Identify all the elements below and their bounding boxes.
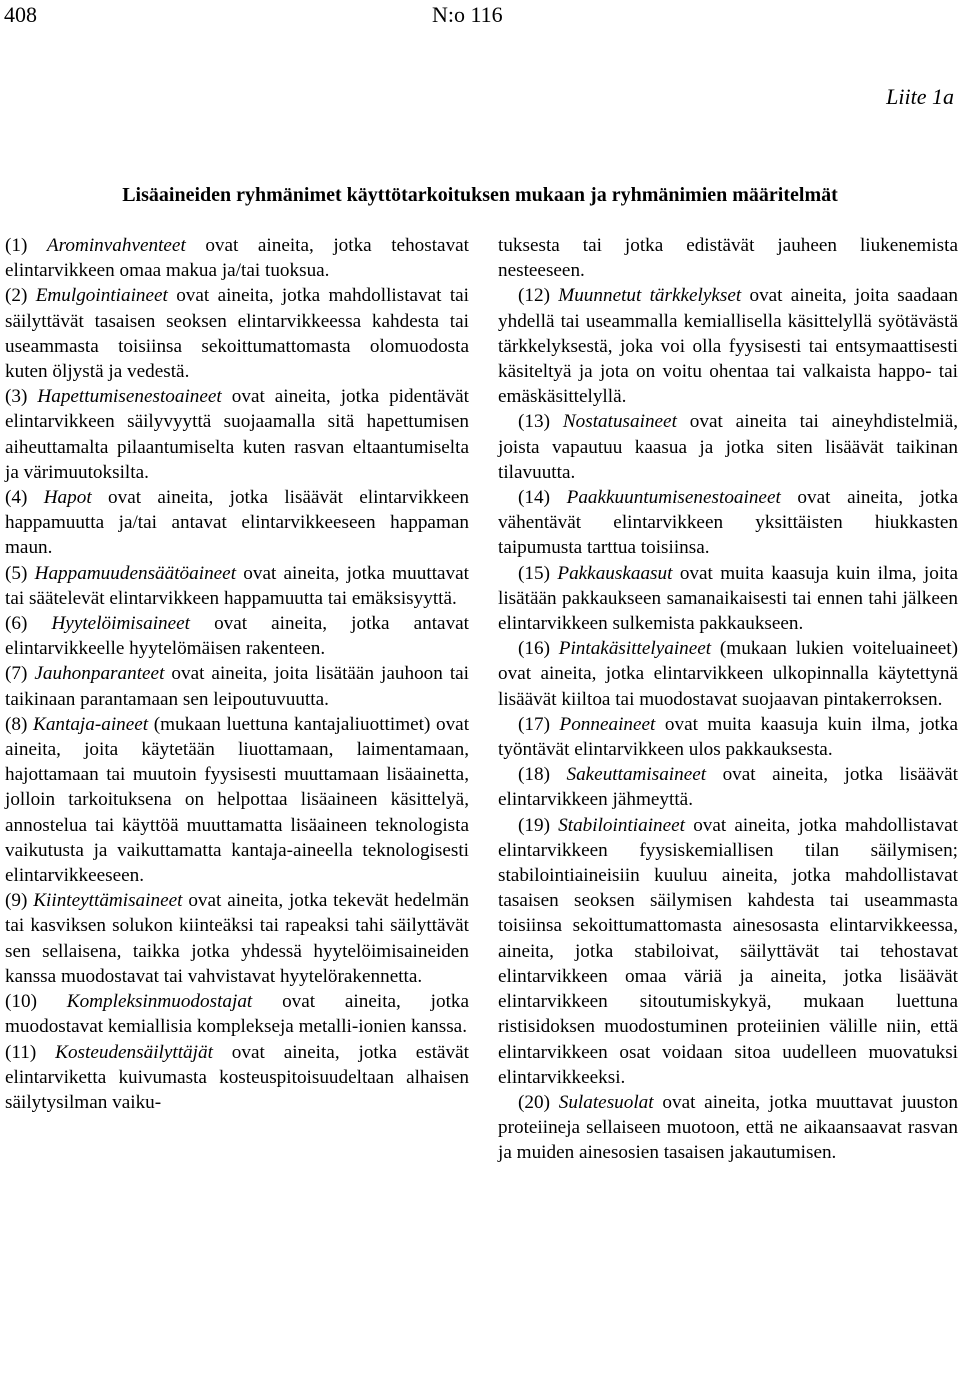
term-7: Jauhonparanteet (34, 663, 165, 685)
term-1: Arominvahventeet (46, 235, 186, 256)
definition-3: (3) Hapettumisenestoaineet ovat aineita, jotka pidentävät elintarvikkeen säilyvyyttä suojaamalla sitä hapettumisen aiheuttamalta pilaantumiselta kuten rasvan eltaantumiselta ja värimuutoksilta. (5, 386, 469, 483)
definition-13: (13) Nostatusaineet ovat aineita tai aineyhdistelmiä, joista vapautuu kaasua ja jotka siten lisäävät taikinan tilavuutta. (498, 411, 959, 483)
definition-2: (2) Emulgointiaineet ovat aineita, jotka mahdollistavat tai säilyttävät tasaisen seoksen elintarvikkeessa kahdesta tai useammasta toisiinsa sekoittumattomasta olomuodosta kuten öljystä ja vedestä. (5, 285, 469, 383)
term-4: Hapot (43, 487, 92, 509)
term-19: Stabilointiaineet (558, 814, 685, 836)
term-18: Sakeuttamisaineet (566, 764, 707, 786)
definition-8: (8) Kantaja-aineet (mukaan luettuna kantajaliuottimet) ovat aineita, joita käytetään liuottamaan, laimentamaan, hajottamaan tai muutoin fyysisesti muuttamaan lisäainetta, jolloin tarkoituksena on helpottaa lisäaineen käsittelyä, annostelua tai käyttöä muuttamatta lisäaineen teknologista vaikutusta ja vaikuttamatta kantaja-aineella teknologisesti elintarvikkeeseen. (5, 713, 470, 887)
definition-11-start: (11) Kosteudensäilyttäjät ovat aineita, jotka estävät elintarviketta kuivumasta kosteuspitoisuudeltaan alhaisen säilytysilman vaiku- (5, 1041, 470, 1113)
term-11: Kosteudensäilyttäjät (55, 1041, 213, 1063)
term-17: Ponneaineet (559, 713, 656, 735)
definition-15: (15) Pakkauskaasut ovat muita kaasuja kuin ilma, joita lisätään pakkaukseen samanaikaisesti tai ennen tahi jälkeen elintarvikkeen sulkemista pakkaukseen. (498, 562, 959, 635)
term-14: Paakkuuntumisenestoaineet (566, 487, 781, 509)
page-number: 408 (4, 2, 37, 27)
definition-11-end: tuksesta tai jotka edistävät jauheen liukenemista nesteeseen. (498, 235, 958, 282)
definition-5: (5) Happamuudensäätöaineet ovat aineita, jotka muuttavat tai säätelevät elintarvikkeen happamuutta tai emäksisyyttä. (5, 562, 469, 609)
term-6: Hyytelöimisaineet (51, 613, 190, 635)
term-13: Nostatusaineet (562, 411, 677, 433)
term-10: Kompleksinmuodostajat (66, 991, 253, 1013)
term-15: Pakkauskaasut (557, 562, 673, 584)
left-column (5, 233, 469, 1115)
term-12: Muunnetut tärkkelykset (558, 285, 742, 307)
definition-4: (4) Hapot ovat aineita, jotka lisäävät elintarvikkeen happamuutta ja/tai antavat elintarvikkeeseen happaman maun. (5, 487, 469, 559)
definition-9: (9) Kiinteyttämisaineet ovat aineita, jotka tekevät hedelmän tai kasviksen solukon kiinteäksi tai rapeaksi tahi säilyttävät sen sellaisena, taikka jotka yhdessä hyytelöimisaineiden kanssa muodostavat tai vahvistavat hyytelörakennetta. (5, 890, 470, 987)
term-9: Kiinteyttämisaineet (33, 890, 183, 912)
term-8: Kantaja-aineet (33, 713, 149, 735)
definition-16: (16) Pintakäsittelyaineet (mukaan lukien voiteluaineet) ovat aineita, jotka elintarvikkeen ulkopinnalla käytettynä lisäävät kiiltoa tai muodostavat suojaavan pintakerroksen. (498, 638, 958, 710)
term-16: Pintakäsittelyaineet (558, 638, 712, 660)
definition-18: (18) Sakeuttamisaineet ovat aineita, jotka lisäävät elintarvikkeen jähmeyttä. (498, 764, 959, 811)
term-3: Hapettumisenestoaineet (37, 386, 222, 408)
definition-20: (20) Sulatesuolat ovat aineita, jotka muuttavat juuston proteiineja sellaiseen muotoon, että ne aikaansaavat rasvan ja muiden ainesosien tasaisen jakautumisen. (498, 1091, 958, 1164)
definition-6: (6) Hyytelöimisaineet ovat aineita, jotka antavat elintarvikkeelle hyytelömäisen rakenteen. (5, 613, 470, 660)
issue-number: N:o 116 (432, 2, 503, 27)
definition-14: (14) Paakkuuntumisenestoaineet ovat aineita, jotka vähentävät elintarvikkeen yksittäisten hiukkasten taipumusta tarttua toisiinsa. (498, 487, 958, 559)
definition-17: (17) Ponneaineet ovat muita kaasuja kuin ilma, jotka työntävät elintarvikkeen ulos pakkauksesta. (498, 713, 958, 761)
definition-12: (12) Muunnetut tärkkelykset ovat aineita, joita saadaan yhdellä tai useammalla kemiallisella käsittelyllä syötävästä tärkkelyksestä, joka voi olla fyysisesti tai entsymaattisesti käsiteltyä ja jota on voitu ohentaa tai valkaista happo- tai emäskäsittelyllä. (498, 285, 959, 408)
term-2: Emulgointiaineet (35, 285, 168, 307)
term-5: Happamuudensäätöaineet (34, 562, 237, 584)
right-column (498, 233, 958, 1166)
definition-10: (10) Kompleksinmuodostajat ovat aineita, jotka muodostavat kemiallisia komplekseja metalli-ionien kanssa. (5, 991, 470, 1038)
definition-1: (1) Arominvahventeet ovat aineita, jotka tehostavat elintarvikkeen omaa makua ja/tai tuoksua. (5, 235, 470, 282)
document-title: Lisäaineiden ryhmänimet käyttötarkoituksen mukaan ja ryhmänimien määritelmät (122, 184, 838, 206)
term-20: Sulatesuolat (558, 1091, 654, 1113)
definition-19: (19) Stabilointiaineet ovat aineita, jotka mahdollistavat elintarvikkeen fyysiskemiallisen tilan säilymisen; stabilointiaineisiin kuuluu aineita, jotka mahdollistavat tasaisen seoksen säilymisen kahdesta tai useammasta toisiinsa sekoittumattomasta ainesosasta elintarvikkeessa, aineita, jotka stabiloivat, säilyttävät tai tehostavat elintarvikkeen omaa väriä ja aineita, jotka lisäävät elintarvikkeen sitoutumiskykyä, mukaan luettuna ristisidoksen muodostuminen proteiinien välille niin, että elintarvikkeen osat voidaan sitoa uudelleen muovatuksi elintarvikkeeksi. (498, 814, 959, 1088)
annex-label: Liite 1a (886, 84, 954, 109)
definition-7: (7) Jauhonparanteet ovat aineita, joita lisätään jauhoon tai taikinaan parantamaan sen leipoutuvuutta. (5, 663, 470, 710)
